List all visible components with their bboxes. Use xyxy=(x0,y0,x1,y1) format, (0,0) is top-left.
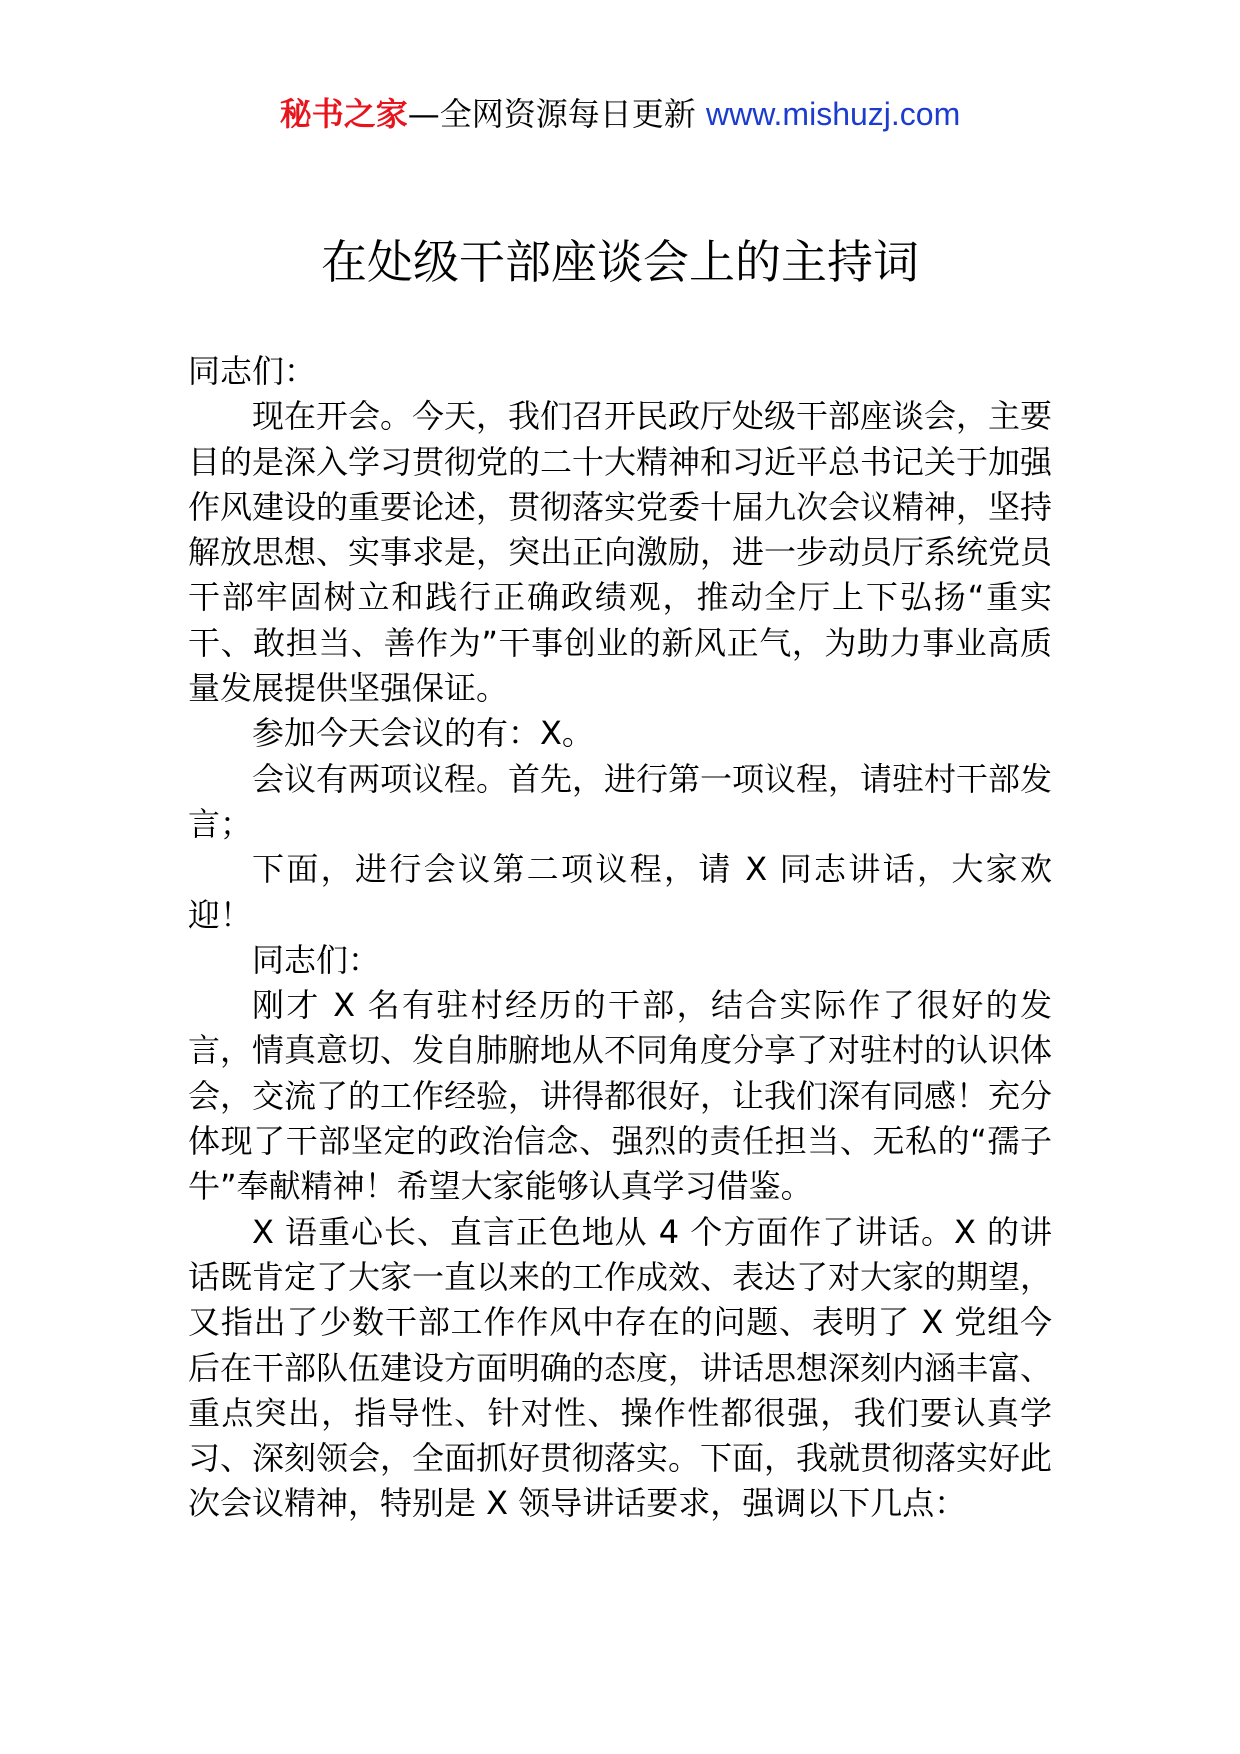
paragraph: 现在开会。今天，我们召开民政厅处级干部座谈会，主要目的是深入学习贯彻党的二十大精神和习近平总书记关于加强作风建设的重要论述，贯彻落实党委十届九次会议精神，坚持解放思想、实事求是，突出正向激励，进一步动员厅系统党员干部牢固树立和践行正确政绩观，推动全厅上下弘扬“重实干、敢担当、善作为”干事创业的新风正气，为助力事业高质量发展提供坚强保证。 xyxy=(188,397,1053,708)
document-title: 在处级干部座谈会上的主持词 xyxy=(321,235,919,289)
paragraph: 同志们： xyxy=(252,940,381,979)
document-body xyxy=(188,349,1052,1527)
paragraph: 会议有两项议程。首先，进行第一项议程，请驻村干部发言； xyxy=(188,759,1053,843)
website-link[interactable]: www.mishuzj.com xyxy=(705,96,961,132)
salutation: 同志们： xyxy=(188,352,317,390)
paragraph: 刚才 X 名有驻村经历的干部，结合实际作了很好的发言，情真意切、发自肺腑地从不同角度分享了对驻村的认识体会，交流了的工作经验，讲得都很好，让我们深有同感！充分体现了干部坚定的政治信念、强烈的责任担当、无私的“孺子牛”奉献精神！希望大家能够认真学习借鉴。 xyxy=(188,986,1053,1206)
paragraph: 参加今天会议的有：X。 xyxy=(252,714,594,753)
brand-name: 秘书之家 xyxy=(279,95,408,133)
paragraph: 下面，进行会议第二项议程，请 X 同志讲话，大家欢迎！ xyxy=(188,850,1052,934)
paragraph: X 语重心长、直言正色地从 4 个方面作了讲话。X 的讲话既肯定了大家一直以来的工作成效、表达了对大家的期望，又指出了少数干部工作作风中存在的问题、表明了 X 党组今后在干部队伍建设方面明确的态度，讲话思想深刻内涵丰富、重点突出，指导性、针对性、操作性都很强，我们要认真学习、深刻领会，全面抓好贯彻落实。下面，我就贯彻落实好此次会议精神，特别是 X 领导讲话要求，强调以下几点： xyxy=(188,1212,1053,1523)
header-tagline: —全网资源每日更新 xyxy=(407,95,706,133)
site-header xyxy=(0,94,1240,134)
